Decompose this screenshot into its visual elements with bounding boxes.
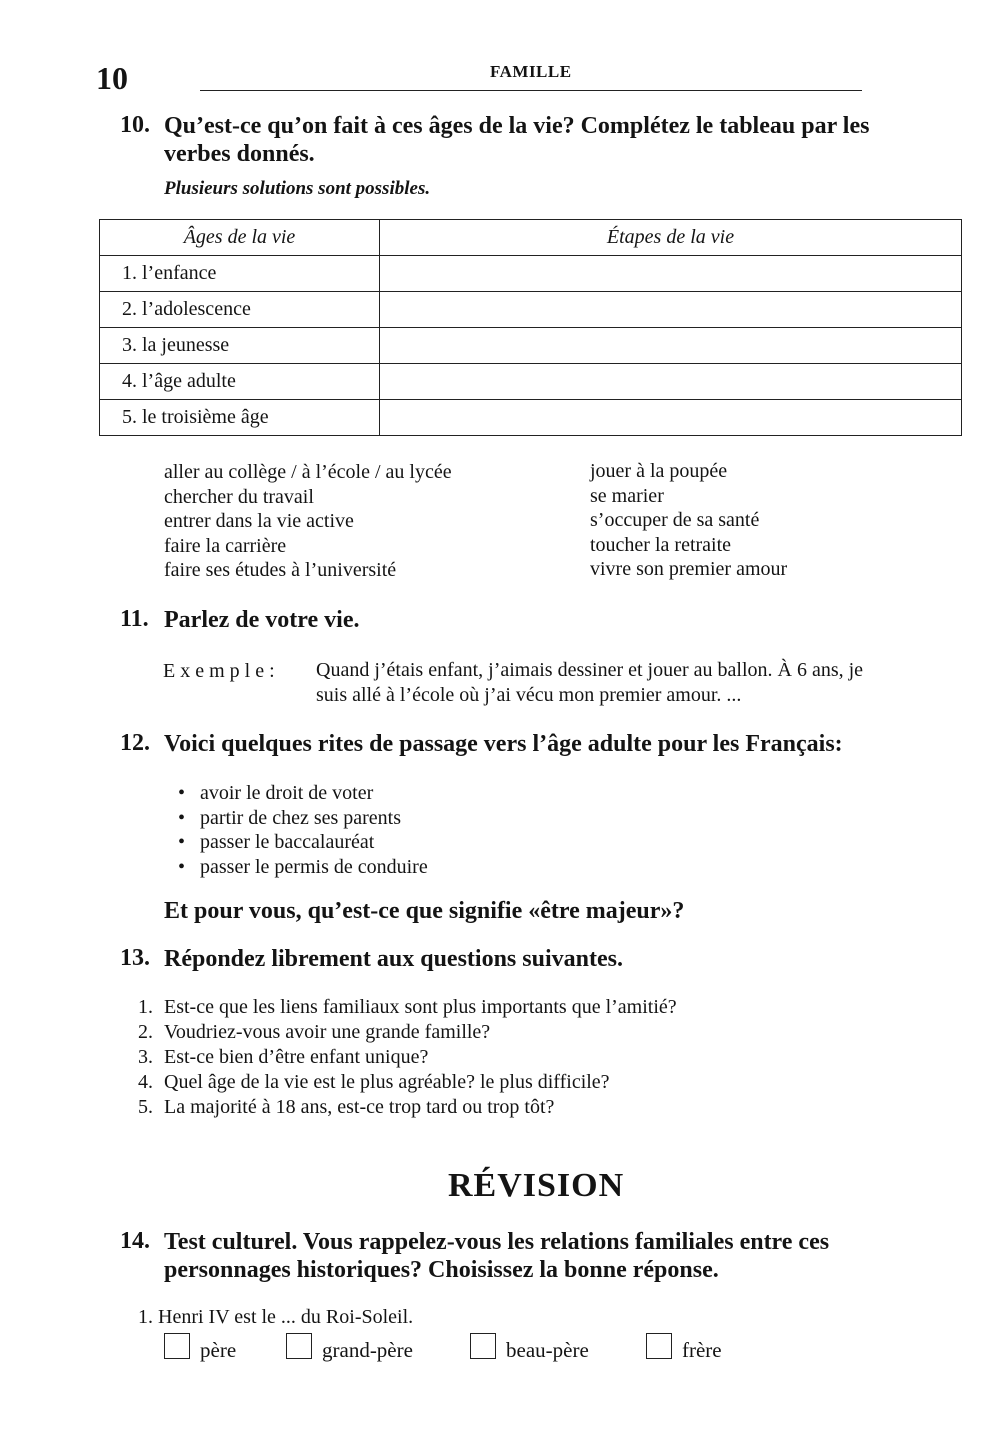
option-label: grand-père	[322, 1338, 413, 1362]
table-header-row	[100, 220, 962, 256]
verb-list-left	[164, 460, 452, 583]
ages-table	[99, 219, 962, 436]
question-text: La majorité à 18 ans, est-ce trop tard ou trop tôt?	[164, 1096, 555, 1118]
option-label: beau-père	[506, 1338, 589, 1362]
checkbox[interactable]	[470, 1333, 496, 1359]
option-label: père	[200, 1338, 237, 1362]
list-item-text: passer le baccalauréat	[200, 831, 375, 853]
verb-item: chercher du travail	[164, 485, 314, 508]
list-item	[138, 1095, 677, 1120]
verb-item: faire ses études à l’université	[164, 559, 397, 581]
table-row	[100, 292, 962, 328]
bullet-icon: •	[178, 806, 186, 829]
table-row	[100, 364, 962, 400]
question-number: 5.	[138, 1096, 153, 1118]
exercise-14-title-line2: personnages historiques? Choisissez la bonne réponse.	[164, 1257, 719, 1283]
exercise-10-title	[164, 112, 964, 168]
verb-item: toucher la retraite	[590, 533, 732, 556]
option-pere[interactable]	[164, 1333, 236, 1363]
list-item	[178, 781, 428, 806]
question-text: Est-ce bien d’être enfant unique?	[164, 1046, 429, 1068]
age-cell: 5. le troisième âge	[100, 400, 380, 436]
exercise-10-note: Plusieurs solutions sont possibles.	[164, 178, 431, 199]
table-row	[100, 328, 962, 364]
list-item	[178, 830, 428, 855]
question-number: 4.	[138, 1071, 153, 1093]
list-item	[138, 1020, 677, 1045]
bullet-icon: •	[178, 855, 186, 878]
exercise-12-title: Voici quelques rites de passage vers l’âge adulte pour les Français:	[164, 731, 843, 757]
exercise-10-title-line2: verbes donnés.	[164, 141, 315, 167]
age-cell: 1. l’enfance	[100, 256, 380, 292]
exercise-14-number: 14.	[120, 1228, 150, 1254]
answer-cell[interactable]	[380, 364, 962, 400]
list-item	[138, 1070, 677, 1095]
verb-list-right	[590, 459, 787, 582]
exercise-14-title	[164, 1228, 829, 1284]
verb-item: aller au collège / à l’école / au lycée	[164, 461, 452, 483]
age-cell: 3. la jeunesse	[100, 328, 380, 364]
option-frere[interactable]	[646, 1333, 722, 1363]
exercise-11-title: Parlez de votre vie.	[164, 607, 360, 633]
verb-item: faire la carrière	[164, 534, 287, 557]
option-label: frère	[682, 1338, 722, 1362]
option-beau-pere[interactable]	[470, 1333, 589, 1363]
verb-item: jouer à la poupée	[590, 460, 728, 482]
question-list	[138, 995, 677, 1120]
example-text	[316, 658, 863, 708]
column-header-ages: Âges de la vie	[100, 220, 380, 256]
option-grand-pere[interactable]	[286, 1333, 413, 1363]
example-line1: Quand j’étais enfant, j’aimais dessiner et jouer au ballon. À 6 ans, je	[316, 659, 864, 681]
answer-cell[interactable]	[380, 328, 962, 364]
exercise-11-number: 11.	[120, 606, 149, 632]
revision-heading: RÉVISION	[448, 1167, 625, 1204]
question-number: 3.	[138, 1046, 153, 1068]
answer-cell[interactable]	[380, 256, 962, 292]
exercise-10-number: 10.	[120, 112, 150, 138]
question-text: Voudriez-vous avoir une grande famille?	[164, 1021, 491, 1043]
exercise-10-title-line1: Qu’est-ce qu’on fait à ces âges de la vie? Complétez le tableau par les	[164, 113, 870, 139]
list-item-text: passer le permis de conduire	[200, 855, 428, 878]
checkbox[interactable]	[286, 1333, 312, 1359]
bullet-icon: •	[178, 782, 186, 804]
running-title: FAMILLE	[490, 62, 572, 81]
question-number: 2.	[138, 1021, 153, 1043]
example-label: Exemple:	[163, 660, 280, 682]
list-item-text: partir de chez ses parents	[200, 806, 402, 829]
list-item-text: avoir le droit de voter	[200, 782, 374, 804]
exercise-13-title: Répondez librement aux questions suivantes.	[164, 946, 623, 972]
verb-item: s’occuper de sa santé	[590, 509, 760, 531]
age-cell: 4. l’âge adulte	[100, 364, 380, 400]
age-cell: 2. l’adolescence	[100, 292, 380, 328]
exercise-14-title-line1: Test culturel. Vous rappelez-vous les relations familiales entre ces	[164, 1229, 830, 1255]
list-item	[178, 855, 428, 880]
table-row	[100, 400, 962, 436]
example-line2: suis allé à l’école où j’ai vécu mon premier amour. ...	[316, 684, 742, 706]
exercise-13-number: 13.	[120, 945, 150, 971]
header-rule	[200, 90, 862, 91]
question-text: Quel âge de la vie est le plus agréable? le plus difficile?	[164, 1071, 610, 1093]
exercise-12-question: Et pour vous, qu’est-ce que signifie «être majeur»?	[164, 898, 685, 924]
answer-cell[interactable]	[380, 400, 962, 436]
checkbox[interactable]	[164, 1333, 190, 1359]
list-item	[138, 1045, 677, 1070]
question-text: Est-ce que les liens familiaux sont plus importants que l’amitié?	[164, 996, 677, 1018]
answer-cell[interactable]	[380, 292, 962, 328]
list-item	[178, 806, 428, 831]
exercise-14-question-1: 1. Henri IV est le ... du Roi-Soleil.	[138, 1306, 414, 1328]
verb-item: vivre son premier amour	[590, 558, 788, 580]
table-row	[100, 256, 962, 292]
verb-item: entrer dans la vie active	[164, 510, 354, 532]
list-item	[138, 995, 677, 1020]
exercise-12-number: 12.	[120, 730, 150, 756]
checkbox[interactable]	[646, 1333, 672, 1359]
page-number: 10	[96, 60, 128, 96]
verb-item: se marier	[590, 484, 664, 507]
bullet-icon: •	[178, 831, 186, 853]
question-number: 1.	[138, 996, 153, 1018]
rites-list	[178, 781, 428, 879]
column-header-etapes: Étapes de la vie	[380, 220, 962, 256]
